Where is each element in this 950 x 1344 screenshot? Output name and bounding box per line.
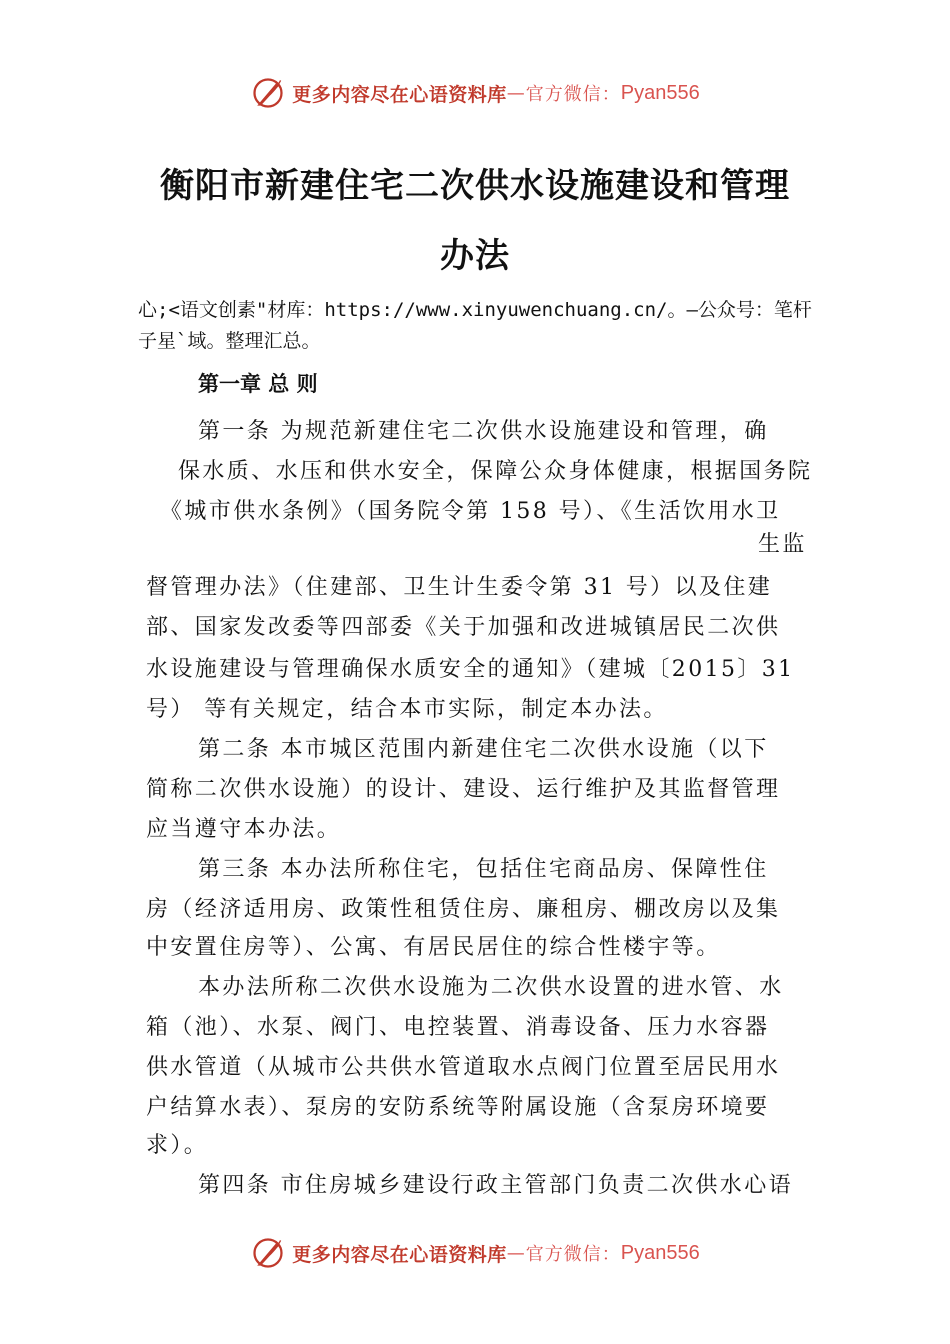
- banner-text: 更多内容尽在心语资料库: [292, 83, 507, 106]
- body-line: 第四条 市住房城乡建设行政主管部门负责二次供水心语: [198, 1173, 793, 1198]
- body-line: 应当遵守本办法。: [146, 817, 342, 842]
- quill-logo-icon: [250, 75, 286, 111]
- banner-dash: —: [506, 82, 526, 104]
- chapter-heading: 第一章 总 则: [198, 372, 318, 396]
- body-line: 《城市供水条例》（国务院令第 158 号）、《生活饮用水卫: [160, 499, 781, 524]
- body-line: 箱（池）、水泵、阀门、电控装置、消毒设备、压力水容器: [146, 1015, 770, 1040]
- body-line: 供水管道（从城市公共供水管道取水点阀门位置至居民用水: [146, 1055, 781, 1080]
- wechat-label: 官方微信：: [525, 84, 621, 105]
- body-line: 户结算水表）、泵房的安防系统等附属设施（含泵房环境要: [146, 1095, 770, 1120]
- source-note: 心;<语文创素"材库：https://www.xinyuwenchuang.cn/。—公众号：笔杆子星`域。整理汇总。: [138, 299, 812, 352]
- body-line: 部、国家发改委等四部委《关于加强和改进城镇居民二次供: [146, 615, 781, 640]
- quill-logo-icon: [250, 1235, 286, 1271]
- document-title-line2: 办法: [440, 236, 510, 276]
- body-line: 简称二次供水设施）的设计、建设、运行维护及其监督管理: [146, 777, 781, 802]
- wechat-id: Pyan556: [620, 1241, 700, 1264]
- body-line: 第一条 为规范新建住宅二次供水设施建设和管理，确: [198, 419, 769, 444]
- banner-text: 更多内容尽在心语资料库: [292, 1243, 507, 1266]
- body-line: 号） 等有关规定，结合本市实际，制定本办法。: [146, 697, 668, 722]
- body-line: 督管理办法》（住建部、卫生计生委令第 31 号）以及住建: [146, 575, 773, 600]
- body-line: 生监: [758, 532, 807, 557]
- body-line: 保水质、水压和供水安全，保障公众身体健康，根据国务院: [178, 459, 813, 484]
- body-line: 本办法所称二次供水设施为二次供水设置的进水管、水: [198, 975, 784, 1000]
- body-line: 中安置住房等）、公寓、有居民居住的综合性楼宇等。: [146, 935, 721, 960]
- body-line: 第二条 本市城区范围内新建住宅二次供水设施（以下: [198, 737, 769, 762]
- document-title-line1: 衡阳市新建住宅二次供水设施建设和管理: [160, 166, 790, 206]
- banner-dash: —: [506, 1242, 526, 1264]
- body-line: 第三条 本办法所称住宅，包括住宅商品房、保障性住: [198, 857, 769, 882]
- header-banner: [0, 68, 950, 118]
- body-line: 水设施建设与管理确保水质安全的通知》（建城〔2015〕31: [146, 657, 795, 682]
- body-line: 求）。: [146, 1133, 209, 1158]
- footer-banner: [0, 1228, 950, 1278]
- wechat-id: Pyan556: [620, 81, 700, 104]
- wechat-label: 官方微信：: [525, 1244, 621, 1265]
- body-line: 房（经济适用房、政策性租赁住房、廉租房、棚改房以及集: [146, 897, 781, 922]
